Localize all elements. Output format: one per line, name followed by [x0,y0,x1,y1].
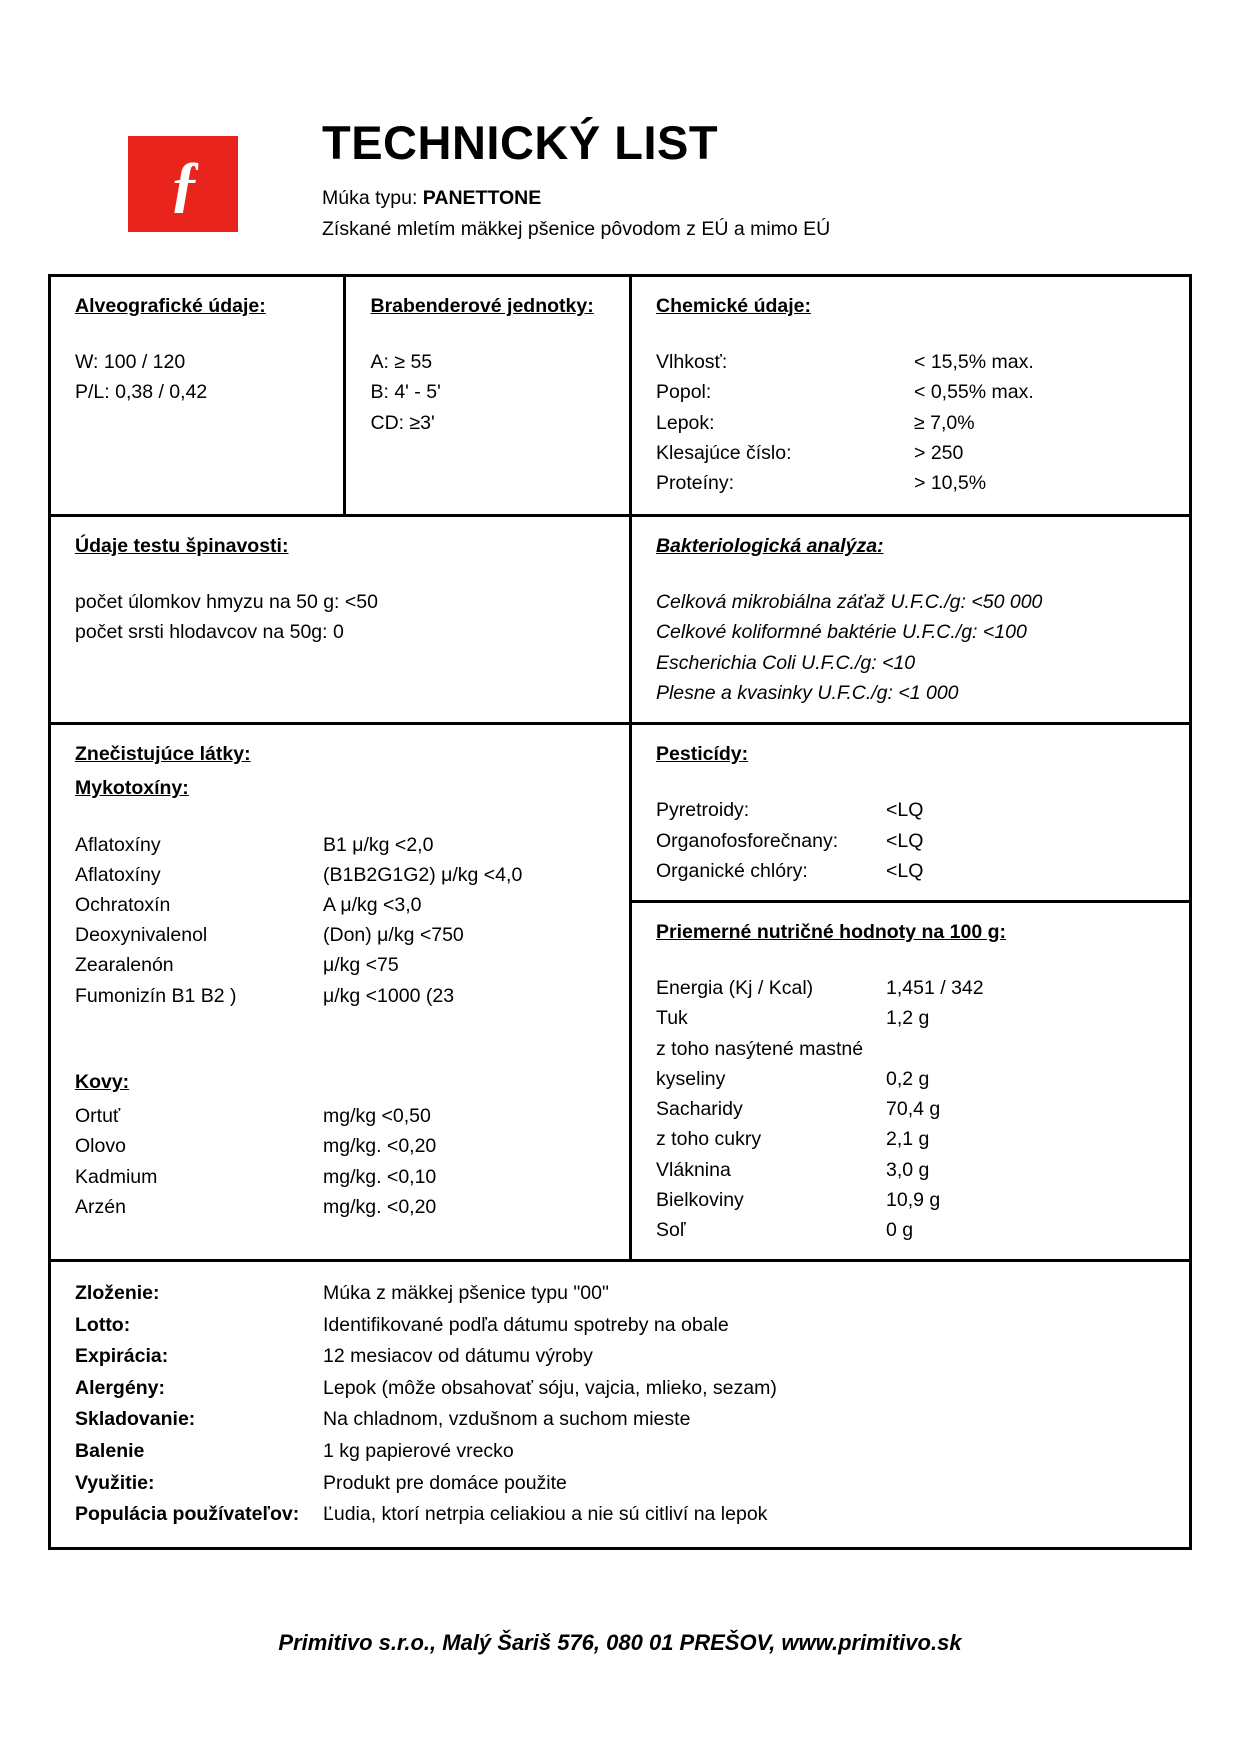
chemical-heading: Chemické údaje: [656,295,811,317]
chemical-row [656,408,1189,438]
metal-value: mg/kg. <0,20 [323,1135,437,1158]
general-info-cell [51,1262,1189,1547]
document-header [48,118,1192,268]
general-row [75,1341,1189,1373]
bacteriological-line: Celková mikrobiálna záťaž U.F.C./g: <50 000 [655,591,1043,614]
metal-value: mg/kg <0,50 [323,1105,431,1128]
general-row [75,1404,1189,1436]
general-key: Využitie: [75,1471,155,1494]
general-value: Lepok (môže obsahovať sóju, vajcia, mlieko, sezam) [323,1376,777,1399]
mycotoxin-value: μ/kg <1000 (23 [323,984,455,1007]
nutrition-value: 0 g [886,1218,914,1241]
dirt-test-line: počet úlomkov hmyzu na 50 g: <50 [75,591,378,614]
pesticides-cell [632,725,1189,903]
general-value: Identifikované podľa dátumu spotreby na obale [323,1313,729,1336]
general-row [75,1436,1189,1468]
pesticide-row [656,826,1189,856]
right-column [632,725,1189,1262]
mycotoxin-row [75,890,629,920]
mycotoxin-row [75,950,629,980]
general-key: Balenie [75,1440,145,1463]
mycotoxin-row [75,830,629,860]
mycotoxin-key: Deoxynivalenol [75,924,208,947]
mycotoxin-key: Ochratoxín [75,893,171,916]
contaminants-heading: Znečistujúce látky: [75,743,251,766]
nutrition-value: 70,4 g [886,1098,941,1121]
nutrition-key: z toho nasýtené mastné [656,1037,864,1060]
nutrition-key: Vláknina [656,1158,731,1181]
chemical-key: Proteíny: [656,472,735,495]
general-row [75,1499,1189,1531]
general-value: Na chladnom, vzdušnom a suchom mieste [323,1408,691,1431]
nutrition-value: 1,451 / 342 [886,977,984,1000]
mycotoxin-value: B1 μ/kg <2,0 [323,833,434,856]
nutrition-key: z toho cukry [656,1128,762,1151]
general-value: 1 kg papierové vrecko [323,1440,514,1463]
bacteriological-line: Escherichia Coli U.F.C./g: <10 [655,651,916,674]
dirt-test-cell [51,517,632,725]
general-key: Populácia používateľov: [75,1503,300,1526]
pesticide-value: <LQ [886,859,924,882]
nutrition-key: Bielkoviny [656,1188,744,1211]
nutrition-value: 3,0 g [886,1158,930,1181]
chemical-value: > 10,5% [914,472,987,495]
nutrition-row [656,1155,1189,1185]
pesticide-value: <LQ [886,799,924,822]
metal-row [75,1192,629,1222]
nutrition-key: Energia (Kj / Kcal) [656,977,814,1000]
metals-heading: Kovy: [75,1070,130,1093]
mycotoxin-key: Aflatoxíny [75,833,161,856]
nutrition-value: 10,9 g [886,1188,941,1211]
alveographic-row-pl: P/L: 0,38 / 0,42 [75,381,208,404]
table-row [51,725,1189,1262]
spec-table [48,274,1192,1550]
nutrition-value: 2,1 g [886,1128,930,1151]
general-row [75,1278,1189,1310]
dirt-test-line: počet srsti hlodavcov na 50g: 0 [75,621,344,644]
document-footer: Primitivo s.r.o., Malý Šariš 576, 080 01 PREŠOV, www.primitivo.sk [278,1630,962,1655]
nutrition-value: 0,2 g [886,1067,930,1090]
brabender-cell [346,277,632,517]
brabender-row-b: B: 4' - 5' [370,381,441,404]
product-origin-line: Získané mletím mäkkej pšenice pôvodom z EÚ a mimo EÚ [322,217,831,240]
pesticide-key: Organické chlóry: [656,859,808,882]
chemical-row [656,377,1189,407]
mycotoxin-row [75,981,629,1011]
nutrition-value: 1,2 g [886,1007,930,1030]
alveographic-cell [51,277,346,517]
metal-row [75,1131,629,1161]
metal-row [75,1162,629,1192]
nutrition-heading: Priemerné nutričné hodnoty na 100 g: [656,920,1007,943]
nutrition-key: Soľ [656,1218,686,1241]
chemical-row [656,438,1189,468]
metal-key: Olovo [75,1135,126,1158]
dirt-test-heading: Údaje testu špinavosti: [75,535,289,557]
general-value: Produkt pre domáce použite [323,1471,567,1494]
contaminants-cell [51,725,632,1262]
nutrition-cell [632,903,1189,1262]
nutrition-row [656,1215,1189,1245]
mycotoxin-key: Zearalenón [75,954,174,977]
chemical-row [656,347,1189,377]
chemical-key: Klesajúce číslo: [656,441,792,464]
general-key: Zloženie: [75,1282,160,1305]
pesticides-heading: Pesticídy: [656,743,749,766]
general-key: Alergény: [75,1376,165,1399]
nutrition-row [656,1094,1189,1124]
table-row [51,277,1189,517]
general-key: Expirácia: [75,1345,169,1368]
brabender-row-cd: CD: ≥3' [370,411,435,434]
chemical-value: < 0,55% max. [914,381,1034,404]
nutrition-key: Tuk [656,1007,688,1030]
metal-key: Arzén [75,1195,126,1218]
general-value: 12 mesiacov od dátumu výroby [323,1345,593,1368]
general-key: Skladovanie: [75,1408,196,1431]
chemical-value: > 250 [914,441,964,464]
nutrition-row [656,1124,1189,1154]
metal-key: Kadmium [75,1165,158,1188]
mycotoxin-key: Fumonizín B1 B2 ) [75,984,237,1007]
brabender-heading: Brabenderové jednotky: [370,295,594,317]
product-type-label: Múka typu: [322,187,423,210]
general-row [75,1468,1189,1500]
general-row [75,1310,1189,1342]
mycotoxin-value: (Don) μ/kg <750 [323,924,464,947]
product-type-value: PANETTONE [422,187,542,210]
product-type-line [322,183,1192,213]
company-logo [128,136,238,232]
chemical-value: ≥ 7,0% [914,411,975,434]
pesticide-key: Organofosforečnany: [656,829,839,852]
table-row [51,1262,1189,1547]
chemical-row [656,468,1189,498]
table-row [51,517,1189,725]
bacteriological-line: Celkové koliformné baktérie U.F.C./g: <100 [655,621,1027,644]
general-value: Ľudia, ktorí netrpia celiakiou a nie sú citliví na lepok [323,1503,768,1526]
nutrition-row [656,1034,1189,1064]
nutrition-row [656,1064,1189,1094]
chemical-key: Lepok: [656,411,715,434]
brabender-row-a: A: ≥ 55 [370,351,433,374]
pesticide-row [656,795,1189,825]
bacteriological-line: Plesne a kvasinky U.F.C./g: <1 000 [655,681,959,704]
page-title: TECHNICKÝ LIST [322,116,719,169]
general-value: Múka z mäkkej pšenice typu "00" [323,1282,609,1305]
pesticide-value: <LQ [886,829,924,852]
metal-value: mg/kg. <0,10 [323,1165,437,1188]
logo-glyph-icon: ƒ [169,149,197,218]
chemical-cell [632,277,1189,517]
mycotoxins-heading: Mykotoxíny: [75,777,189,800]
general-row [75,1373,1189,1405]
chemical-key: Popol: [656,381,712,404]
mycotoxin-value: μ/kg <75 [323,954,399,977]
alveographic-heading: Alveografické údaje: [75,295,266,317]
mycotoxin-key: Aflatoxíny [75,863,161,886]
header-text-block [322,118,1192,244]
mycotoxin-value: (B1B2G1G2) μ/kg <4,0 [323,863,523,886]
general-key: Lotto: [75,1313,131,1336]
nutrition-row [656,1003,1189,1033]
chemical-key: Vlhkosť: [656,351,728,374]
nutrition-row [656,1185,1189,1215]
metal-row [75,1101,629,1131]
nutrition-value [886,1034,1189,1064]
pesticide-row [656,856,1189,886]
mycotoxin-row [75,920,629,950]
nutrition-key: kyseliny [656,1067,726,1090]
pesticide-key: Pyretroidy: [656,799,750,822]
chemical-value: < 15,5% max. [914,351,1034,374]
mycotoxin-row [75,860,629,890]
nutrition-row [656,973,1189,1003]
bacteriological-cell [632,517,1189,725]
metal-value: mg/kg. <0,20 [323,1195,437,1218]
alveographic-row-w: W: 100 / 120 [75,351,186,374]
nutrition-key: Sacharidy [656,1098,743,1121]
mycotoxin-value: A μ/kg <3,0 [323,893,422,916]
metal-key: Ortuť [75,1105,121,1128]
bacteriological-heading: Bakteriologická analýza: [655,535,884,557]
